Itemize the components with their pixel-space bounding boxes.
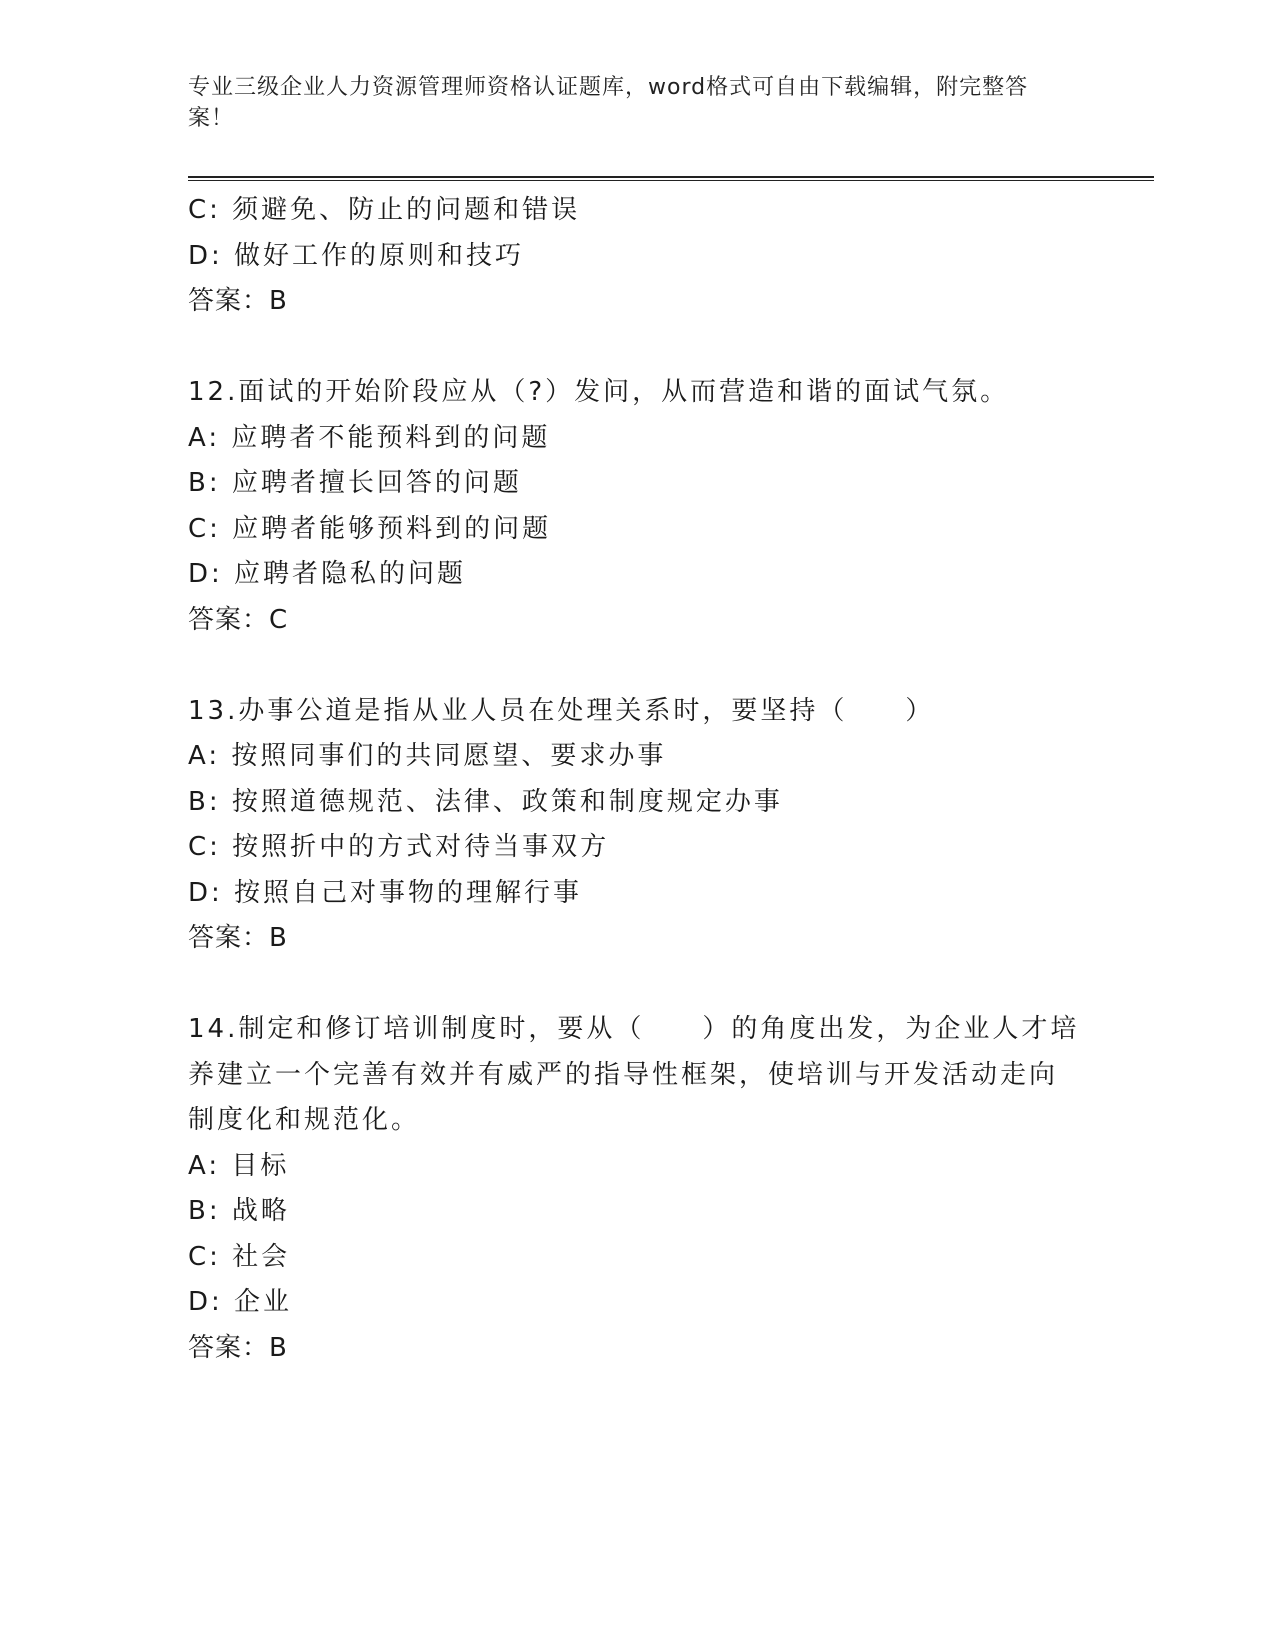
option-c: C: 须避免、防止的问题和错误 — [188, 195, 581, 225]
header-divider — [188, 176, 1154, 181]
spacer — [188, 962, 1088, 1008]
option-d: D: 按照自己对事物的理解行事 — [188, 877, 583, 908]
page-header: 专业三级企业人力资源管理师资格认证题库，word格式可自由下载编辑，附完整答案！ — [188, 75, 1029, 131]
option-b: B: 应聘者擅长回答的问题 — [188, 468, 522, 498]
answer-line: 答案：B — [188, 1332, 288, 1363]
option-b: B: 战略 — [188, 1196, 290, 1226]
option-c: C: 按照折中的方式对待当事双方 — [188, 832, 610, 862]
question-12 — [188, 370, 1088, 643]
spacer — [188, 325, 1088, 371]
question-text: 13.办事公道是指从业人员在处理关系时，要坚持（ ） — [188, 695, 935, 726]
question-content — [188, 188, 1088, 1371]
answer-line: 答案：B — [188, 286, 288, 316]
option-d: D: 做好工作的原则和技巧 — [188, 240, 525, 271]
option-c: C: 社会 — [188, 1241, 291, 1272]
question-14 — [188, 1007, 1088, 1371]
option-a: A: 应聘者不能预料到的问题 — [188, 422, 551, 453]
option-c: C: 应聘者能够预料到的问题 — [188, 513, 552, 544]
previous-question-fragment — [188, 188, 1088, 325]
spacer — [188, 643, 1088, 689]
question-text-line-2: 养建立一个完善有效并有威严的指导性框架，使培训与开发活动走向 — [188, 1059, 1059, 1090]
question-text-line-1: 14.制定和修订培训制度时，要从（ ）的角度出发，为企业人才培 — [188, 1014, 1080, 1044]
answer-line: 答案：B — [188, 923, 288, 953]
question-text: 12.面试的开始阶段应从（?）发问，从而营造和谐的面试气氛。 — [188, 377, 1010, 407]
option-a: A: 目标 — [188, 1150, 290, 1181]
option-a: A: 按照同事们的共同愿望、要求办事 — [188, 741, 667, 771]
question-13 — [188, 689, 1088, 962]
question-text-line-3: 制度化和规范化。 — [188, 1105, 421, 1135]
option-d: D: 应聘者隐私的问题 — [188, 559, 467, 589]
answer-line: 答案：C — [188, 604, 289, 635]
option-d: D: 企业 — [188, 1287, 293, 1317]
option-b: B: 按照道德规范、法律、政策和制度规定办事 — [188, 786, 783, 817]
